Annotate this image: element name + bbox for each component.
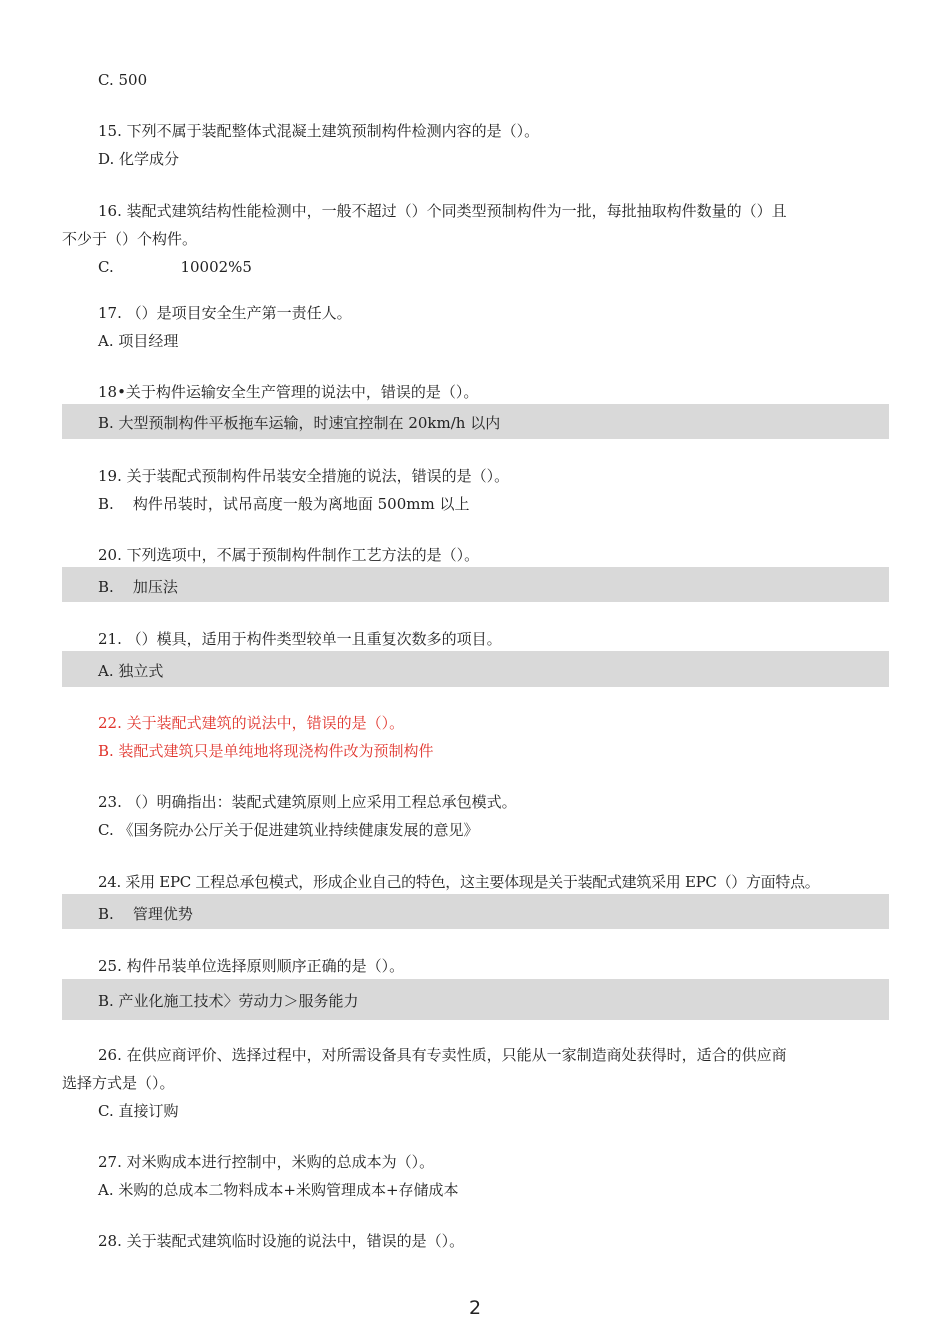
question-24: 24. 采用 EPC 工程总承包模式，形成企业自己的特色，这主要体现是关于装配式建筑采用 EPC（）方面特点。 xyxy=(98,873,820,891)
answer-line: C. 500 xyxy=(98,71,148,89)
question-17: 17. （）是项目安全生产第一责任人。 xyxy=(98,304,352,322)
question-28: 28. 关于装配式建筑临时设施的说法中，错误的是（）。 xyxy=(98,1232,465,1250)
answer-25: B. 产业化施工技术〉劳动力＞服务能力 xyxy=(98,992,359,1010)
answer-21: A. 独立式 xyxy=(98,662,164,680)
answer-24: B. 管理优势 xyxy=(98,905,193,923)
question-19: 19. 关于装配式预制构件吊装安全措施的说法，错误的是（）。 xyxy=(98,467,510,485)
answer-15: D. 化学成分 xyxy=(98,150,180,168)
question-18: 18•关于构件运输安全生产管理的说法中，错误的是（）。 xyxy=(98,383,479,401)
answer-27: A. 米购的总成本二物料成本+米购管理成本+存储成本 xyxy=(98,1181,459,1199)
question-21: 21. （）模具，适用于构件类型较单一且重复次数多的项目。 xyxy=(98,630,502,648)
answer-23: C. 《国务院办公厅关于促进建筑业持续健康发展的意见》 xyxy=(98,821,479,839)
answer-22: B. 装配式建筑只是单纯地将现浇构件改为预制构件 xyxy=(98,742,434,760)
answer-19: B. 构件吊装时，试吊高度一般为离地面 500mm 以上 xyxy=(98,495,470,513)
question-26: 26. 在供应商评价、选择过程中，对所需设备具有专卖性质，只能从一家制造商处获得时，适合的供应商 xyxy=(98,1046,787,1064)
answer-16: C. 10002%5 xyxy=(98,258,252,276)
question-25: 25. 构件吊装单位选择原则顺序正确的是（）。 xyxy=(98,957,405,975)
answer-18: B. 大型预制构件平板拖车运输，时速宜控制在 20km/h 以内 xyxy=(98,414,501,432)
answer-band-q20 xyxy=(62,567,889,602)
answer-20: B. 加压法 xyxy=(98,578,178,596)
question-22: 22. 关于装配式建筑的说法中，错误的是（）。 xyxy=(98,714,405,732)
page-number: 2 xyxy=(468,1297,482,1319)
answer-17: A. 项目经理 xyxy=(98,332,179,350)
question-16-continued: 不少于（）个构件。 xyxy=(62,230,198,248)
answer-26: C. 直接订购 xyxy=(98,1102,179,1120)
question-16: 16. 装配式建筑结构性能检测中，一般不超过（）个同类型预制构件为一批，每批抽取构件数量的（）且 xyxy=(98,202,787,220)
question-20: 20. 下列选项中，不属于预制构件制作工艺方法的是（）。 xyxy=(98,546,480,564)
question-26-continued: 选择方式是（）。 xyxy=(62,1074,175,1092)
question-15: 15. 下列不属于装配整体式混凝土建筑预制构件检测内容的是（）。 xyxy=(98,122,540,140)
question-27: 27. 对米购成本进行控制中，米购的总成本为（）。 xyxy=(98,1153,435,1171)
question-23: 23. （）明确指出：装配式建筑原则上应采用工程总承包模式。 xyxy=(98,793,517,811)
answer-band-q21 xyxy=(62,651,889,687)
